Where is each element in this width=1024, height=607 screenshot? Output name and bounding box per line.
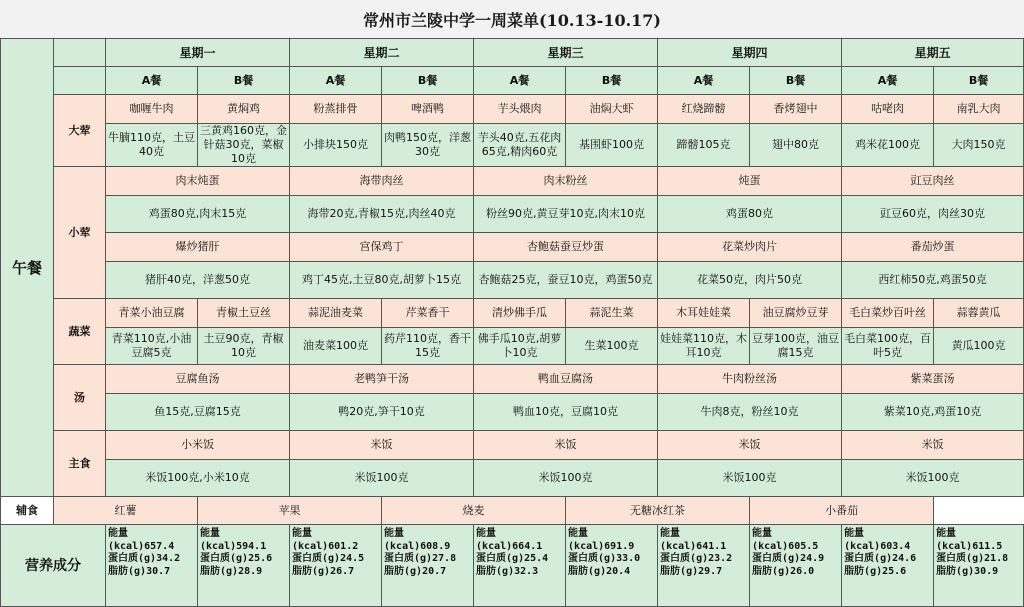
main-dish: 油焖大虾 [566, 95, 658, 124]
nutrition-line [568, 553, 655, 566]
main-dish: 粉蒸排骨 [290, 95, 382, 124]
nutrition-cell [934, 525, 1024, 607]
nutrition-value: 能量 [844, 528, 865, 539]
nutrition-value: (kcal) [476, 540, 513, 552]
nutrition-value: 664.1 [512, 540, 543, 552]
day-header-3: 星期四 [658, 39, 842, 67]
staple-dish: 米饭 [474, 431, 658, 460]
nutrition-value: (kcal) [844, 540, 881, 552]
soup-detail: 牛肉8克，粉丝10克 [658, 394, 842, 431]
veg-dish: 青椒土豆丝 [198, 299, 290, 328]
nutrition-value: 25.6 [882, 565, 907, 577]
soup-dish: 豆腐鱼汤 [106, 365, 290, 394]
small-dish-detail: 海带20克,青椒15克,肉丝40克 [290, 196, 474, 233]
nutrition-value: 24.9 [800, 553, 825, 564]
meal-b-header: B餐 [934, 67, 1024, 95]
main-dish: 咕咾肉 [842, 95, 934, 124]
nutrition-line [476, 566, 563, 579]
category-side: 辅食 [1, 497, 54, 525]
veg-dish: 青菜小油豆腐 [106, 299, 198, 328]
nutrition-line [844, 528, 931, 541]
weekly-menu-table [0, 38, 1024, 607]
table-row [1, 497, 1024, 525]
nutrition-line [108, 553, 195, 566]
nutrition-value: 24.5 [340, 553, 365, 564]
nutrition-value: 脂肪(g) [844, 565, 883, 577]
staple-detail: 米饭100克 [658, 460, 842, 497]
soup-dish: 紫菜蛋汤 [842, 365, 1024, 394]
staple-detail: 米饭100克 [842, 460, 1024, 497]
table-row [1, 262, 1024, 299]
meal-a-header: A餐 [474, 67, 566, 95]
nutrition-value: 蛋白质(g) [108, 553, 157, 564]
meal-a-header: A餐 [842, 67, 934, 95]
nutrition-cell [842, 525, 934, 607]
nutrition-value: 641.1 [696, 540, 727, 552]
table-row [1, 124, 1024, 167]
nutrition-value: 能量 [660, 528, 681, 539]
main-dish-detail: 牛腩110克，土豆40克 [106, 124, 198, 167]
main-dish-detail: 鸡米花100克 [842, 124, 934, 167]
nutrition-value: 能量 [108, 528, 128, 539]
nutrition-value: 30.9 [974, 565, 999, 577]
nutrition-value: (kcal) [200, 540, 237, 552]
nutrition-line [200, 528, 287, 541]
veg-dish: 蒜蓉黄瓜 [934, 299, 1024, 328]
nutrition-value: 603.4 [880, 540, 911, 552]
nutrition-value: 脂肪(g) [384, 565, 423, 577]
nutrition-value: 能量 [384, 528, 405, 539]
nutrition-line [752, 566, 839, 579]
nutrition-value: 21.8 [984, 553, 1009, 564]
nutrition-value: 蛋白质(g) [660, 553, 709, 564]
nutrition-value: 611.5 [972, 540, 1003, 552]
small-dish: 杏鲍菇蚕豆炒蛋 [474, 233, 658, 262]
staple-dish: 米饭 [658, 431, 842, 460]
nutrition-line [752, 541, 839, 554]
nutrition-value: 25.6 [248, 553, 273, 564]
veg-dish: 毛白菜炒百叶丝 [842, 299, 934, 328]
staple-dish: 米饭 [842, 431, 1024, 460]
veg-dish: 油豆腐炒豆芽 [750, 299, 842, 328]
table-row [1, 365, 1024, 394]
nutrition-value: 20.7 [422, 565, 447, 577]
nutrition-line [476, 528, 563, 541]
nutrition-line [200, 566, 287, 579]
side-dish: 苹果 [198, 497, 382, 525]
lunch-label: 午餐 [1, 39, 54, 497]
nutrition-line [108, 566, 195, 579]
main-dish-detail: 基围虾100克 [566, 124, 658, 167]
staple-dish: 米饭 [290, 431, 474, 460]
nutrition-line [844, 553, 931, 566]
nutrition-line [844, 541, 931, 554]
corner-cell-2 [54, 67, 106, 95]
main-dish: 黄焖鸡 [198, 95, 290, 124]
small-dish: 豇豆肉丝 [842, 167, 1024, 196]
table-row [1, 196, 1024, 233]
nutrition-value: 20.4 [606, 565, 631, 577]
veg-dish: 芹菜香干 [382, 299, 474, 328]
nutrition-value: 34.2 [156, 553, 181, 564]
table-row [1, 233, 1024, 262]
table-row [1, 525, 1024, 607]
nutrition-line [108, 528, 195, 541]
nutrition-line [384, 566, 471, 579]
nutrition-line [660, 566, 747, 579]
soup-dish: 老鸭笋干汤 [290, 365, 474, 394]
small-dish-detail: 西红柿50克,鸡蛋50克 [842, 262, 1024, 299]
veg-dish: 蒜泥油麦菜 [290, 299, 382, 328]
nutrition-cell [290, 525, 382, 607]
main-dish: 咖喱牛肉 [106, 95, 198, 124]
table-row [1, 39, 1024, 67]
category-small: 小荤 [54, 167, 106, 299]
nutrition-line [936, 528, 1021, 541]
nutrition-cell [198, 525, 290, 607]
meal-a-header: A餐 [658, 67, 750, 95]
staple-detail: 米饭100克 [290, 460, 474, 497]
nutrition-cell [750, 525, 842, 607]
nutrition-cell [658, 525, 750, 607]
day-header-0: 星期一 [106, 39, 290, 67]
nutrition-value: 594.1 [236, 540, 267, 552]
category-veg: 蔬菜 [54, 299, 106, 365]
staple-detail: 米饭100克,小米10克 [106, 460, 290, 497]
veg-dish-detail: 黄瓜100克 [934, 328, 1024, 365]
nutrition-line [844, 566, 931, 579]
nutrition-value: 蛋白质(g) [476, 553, 525, 564]
main-dish: 红烧蹄髈 [658, 95, 750, 124]
main-dish: 香烤翅中 [750, 95, 842, 124]
nutrition-line [752, 553, 839, 566]
category-staple: 主食 [54, 431, 106, 497]
meal-b-header: B餐 [566, 67, 658, 95]
nutrition-line [936, 566, 1021, 579]
nutrition-line [292, 566, 379, 579]
side-dish: 小番茄 [750, 497, 934, 525]
nutrition-value: 26.0 [790, 565, 815, 577]
nutrition-line [108, 541, 195, 554]
nutrition-line [752, 528, 839, 541]
small-dish: 番茄炒蛋 [842, 233, 1024, 262]
nutrition-value: 657.4 [144, 540, 175, 552]
veg-dish: 木耳娃娃菜 [658, 299, 750, 328]
main-dish-detail: 小排块150克 [290, 124, 382, 167]
nutrition-value: (kcal) [936, 540, 973, 552]
nutrition-value: 能量 [476, 528, 497, 539]
nutrition-value: 脂肪(g) [108, 565, 147, 577]
nutrition-line [200, 553, 287, 566]
nutrition-line [292, 528, 379, 541]
nutrition-line [292, 553, 379, 566]
day-header-1: 星期二 [290, 39, 474, 67]
nutrition-line [384, 541, 471, 554]
day-header-2: 星期三 [474, 39, 658, 67]
nutrition-value: 能量 [936, 528, 957, 539]
main-dish-detail: 翅中80克 [750, 124, 842, 167]
main-dish-detail: 肉鸭150克，洋葱30克 [382, 124, 474, 167]
table-row [1, 460, 1024, 497]
nutrition-line [384, 553, 471, 566]
meal-a-header: A餐 [290, 67, 382, 95]
nutrition-value: (kcal) [752, 540, 789, 552]
main-dish-detail: 三黄鸡160克，金针菇30克，菜椒10克 [198, 124, 290, 167]
nutrition-value: 蛋白质(g) [752, 553, 801, 564]
nutrition-value: 蛋白质(g) [292, 553, 341, 564]
nutrition-line [568, 566, 655, 579]
nutrition-value: 29.7 [698, 565, 723, 577]
soup-dish: 牛肉粉丝汤 [658, 365, 842, 394]
veg-dish-detail: 佛手瓜10克,胡萝卜10克 [474, 328, 566, 365]
nutrition-value: 蛋白质(g) [384, 553, 433, 564]
corner-cell [54, 39, 106, 67]
nutrition-value: 蛋白质(g) [936, 553, 985, 564]
nutrition-value: (kcal) [108, 540, 145, 552]
nutrition-value: 25.4 [524, 553, 549, 564]
veg-dish-detail: 青菜110克,小油豆腐5克 [106, 328, 198, 365]
nutrition-value: 脂肪(g) [752, 565, 791, 577]
veg-dish-detail: 土豆90克，青椒10克 [198, 328, 290, 365]
nutrition-line [476, 553, 563, 566]
nutrition-value: (kcal) [660, 540, 697, 552]
veg-dish: 清炒佛手瓜 [474, 299, 566, 328]
nutrition-line [200, 541, 287, 554]
small-dish: 花菜炒肉片 [658, 233, 842, 262]
small-dish-detail: 鸡丁45克,土豆80克,胡萝卜15克 [290, 262, 474, 299]
table-row [1, 431, 1024, 460]
soup-detail: 鸭20克,笋干10克 [290, 394, 474, 431]
nutrition-cell [474, 525, 566, 607]
nutrition-line [384, 528, 471, 541]
veg-dish-detail: 毛白菜100克，百叶5克 [842, 328, 934, 365]
nutrition-value: (kcal) [384, 540, 421, 552]
small-dish: 海带肉丝 [290, 167, 474, 196]
table-row [1, 394, 1024, 431]
category-soup: 汤 [54, 365, 106, 431]
small-dish: 肉末粉丝 [474, 167, 658, 196]
main-dish-detail: 大肉150克 [934, 124, 1024, 167]
table-row [1, 328, 1024, 365]
category-main: 大荤 [54, 95, 106, 167]
main-dish-detail: 蹄髈105克 [658, 124, 750, 167]
nutrition-line [568, 541, 655, 554]
nutrition-value: 能量 [568, 528, 589, 539]
nutrition-value: 脂肪(g) [200, 565, 239, 577]
nutrition-value: 蛋白质(g) [844, 553, 893, 564]
soup-detail: 紫菜10克,鸡蛋10克 [842, 394, 1024, 431]
nutrition-line [292, 541, 379, 554]
nutrition-value: 脂肪(g) [292, 565, 331, 577]
side-dish: 无糖冰红茶 [566, 497, 750, 525]
nutrition-value: 脂肪(g) [936, 565, 975, 577]
nutrition-value: 脂肪(g) [476, 565, 515, 577]
main-dish: 啤酒鸭 [382, 95, 474, 124]
veg-dish-detail: 生菜100克 [566, 328, 658, 365]
table-row [1, 167, 1024, 196]
small-dish: 炖蛋 [658, 167, 842, 196]
small-dish: 宫保鸡丁 [290, 233, 474, 262]
nutrition-value: 691.9 [604, 540, 635, 552]
nutrition-line [936, 541, 1021, 554]
nutrition-value: 27.8 [432, 553, 457, 564]
nutrition-cell [382, 525, 474, 607]
small-dish-detail: 豇豆60克，肉丝30克 [842, 196, 1024, 233]
nutrition-value: (kcal) [568, 540, 605, 552]
side-dish: 红薯 [54, 497, 198, 525]
small-dish: 肉末炖蛋 [106, 167, 290, 196]
table-row [1, 95, 1024, 124]
small-dish-detail: 鸡蛋80克 [658, 196, 842, 233]
side-dish: 烧麦 [382, 497, 566, 525]
veg-dish-detail: 娃娃菜110克，木耳10克 [658, 328, 750, 365]
day-header-4: 星期五 [842, 39, 1024, 67]
nutrition-line [660, 528, 747, 541]
nutrition-value: 24.6 [892, 553, 917, 564]
main-dish-detail: 芋头40克,五花肉65克,精肉60克 [474, 124, 566, 167]
veg-dish-detail: 豆芽100克，油豆腐15克 [750, 328, 842, 365]
nutrition-value: 601.2 [328, 540, 359, 552]
soup-detail: 鸭血10克，豆腐10克 [474, 394, 658, 431]
small-dish-detail: 花菜50克，肉片50克 [658, 262, 842, 299]
nutrition-cell [566, 525, 658, 607]
soup-detail: 鱼15克,豆腐15克 [106, 394, 290, 431]
table-row [1, 67, 1024, 95]
nutrition-value: 32.3 [514, 565, 539, 577]
veg-dish-detail: 油麦菜100克 [290, 328, 382, 365]
staple-dish: 小米饭 [106, 431, 290, 460]
small-dish-detail: 猪肝40克，洋葱50克 [106, 262, 290, 299]
nutrition-value: 33.0 [616, 553, 641, 564]
nutrition-cell [106, 525, 198, 607]
staple-detail: 米饭100克 [474, 460, 658, 497]
nutrition-line [660, 541, 747, 554]
nutrition-value: 26.7 [330, 565, 355, 577]
small-dish: 爆炒猪肝 [106, 233, 290, 262]
meal-b-header: B餐 [382, 67, 474, 95]
nutrition-value: 605.5 [788, 540, 819, 552]
nutrition-line [568, 528, 655, 541]
nutrition-value: 能量 [752, 528, 773, 539]
meal-a-header: A餐 [106, 67, 198, 95]
nutrition-line [936, 553, 1021, 566]
nutrition-value: (kcal) [292, 540, 329, 552]
nutrition-value: 脂肪(g) [660, 565, 699, 577]
nutrition-label: 营养成分 [1, 525, 106, 607]
meal-b-header: B餐 [198, 67, 290, 95]
soup-dish: 鸭血豆腐汤 [474, 365, 658, 394]
nutrition-value: 608.9 [420, 540, 451, 552]
veg-dish: 蒜泥生菜 [566, 299, 658, 328]
nutrition-value: 蛋白质(g) [568, 553, 617, 564]
meal-b-header: B餐 [750, 67, 842, 95]
nutrition-value: 能量 [200, 528, 220, 539]
nutrition-value: 能量 [292, 528, 313, 539]
small-dish-detail: 粉丝90克,黄豆芽10克,肉末10克 [474, 196, 658, 233]
nutrition-value: 蛋白质(g) [200, 553, 249, 564]
veg-dish-detail: 药芹110克，香干15克 [382, 328, 474, 365]
nutrition-value: 28.9 [238, 565, 263, 577]
page-title: 常州市兰陵中学一周菜单(10.13-10.17) [0, 0, 1024, 39]
table-row [1, 299, 1024, 328]
nutrition-value: 脂肪(g) [568, 565, 607, 577]
main-dish: 芋头煨肉 [474, 95, 566, 124]
main-dish: 南乳大肉 [934, 95, 1024, 124]
nutrition-value: 30.7 [146, 565, 171, 577]
small-dish-detail: 鸡蛋80克,肉末15克 [106, 196, 290, 233]
nutrition-value: 23.2 [708, 553, 733, 564]
nutrition-line [476, 541, 563, 554]
nutrition-line [660, 553, 747, 566]
small-dish-detail: 杏鲍菇25克，蚕豆10克，鸡蛋50克 [474, 262, 658, 299]
